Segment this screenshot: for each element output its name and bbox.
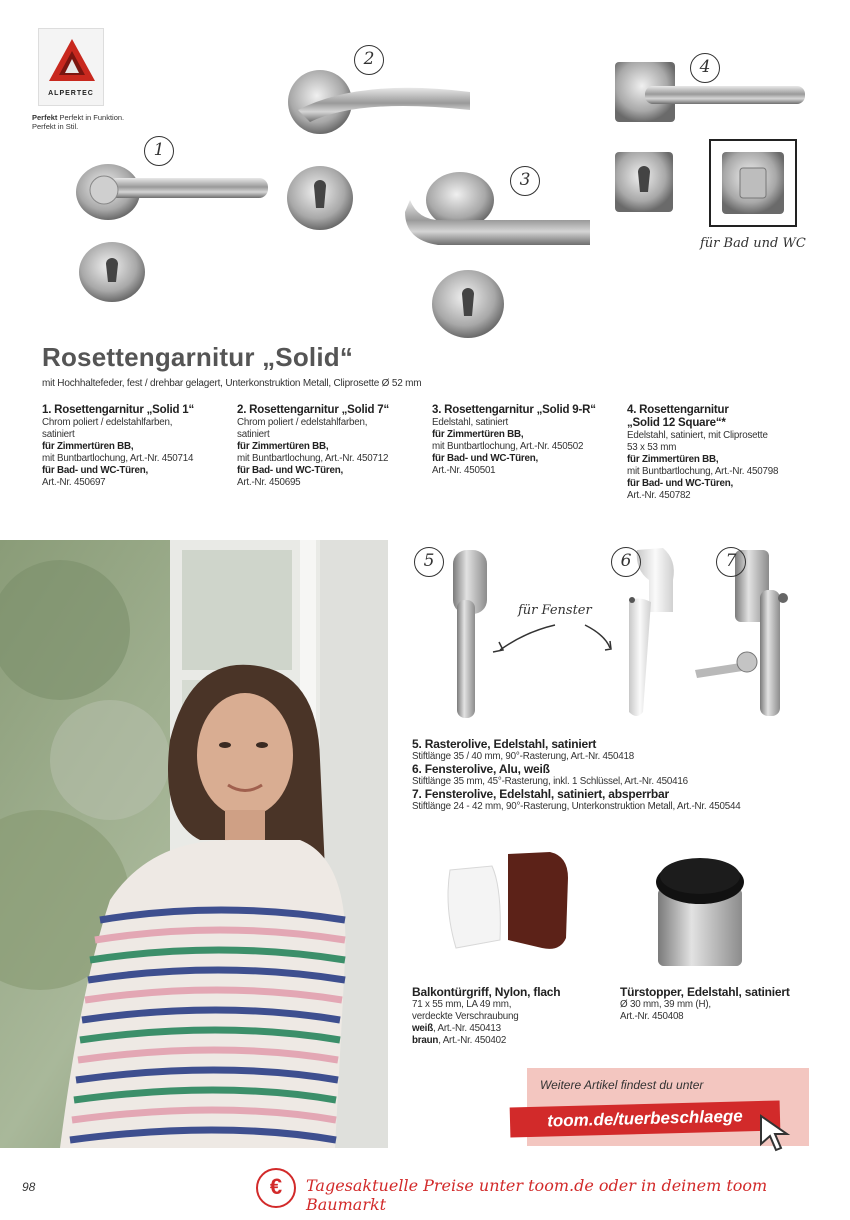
column-line: mit Buntbartlochung, Art.-Nr. 450502	[432, 441, 584, 452]
column-heading: 2. Rosettengarnitur „Solid 7“	[237, 404, 390, 416]
product-number-4: 4	[690, 53, 720, 83]
cursor-arrow-icon	[755, 1112, 795, 1152]
column-heading-2: „Solid 12 Square“*	[627, 417, 726, 429]
promo-text: Weitere Artikel findest du unter	[540, 1078, 704, 1092]
balcony-heading: Balkontürgriff, Nylon, flach	[412, 985, 561, 999]
balcony-braun-nr: , Art.-Nr. 450402	[438, 1035, 507, 1046]
window-handle-5-image	[453, 550, 487, 718]
balcony-weiss-label: weiß	[412, 1023, 433, 1034]
stopper-heading: Türstopper, Edelstahl, satiniert	[620, 985, 790, 999]
product-column-3	[432, 404, 617, 477]
page-number: 98	[22, 1180, 36, 1194]
door-handles-illustration	[60, 40, 820, 350]
window-handle-7-image	[695, 550, 788, 716]
column-line: satiniert	[42, 429, 75, 440]
window-item-7-detail: Stiftlänge 24 - 42 mm, 90°-Rasterung, Unterkonstruktion Metall, Art.-Nr. 450544	[412, 801, 741, 812]
stopper-line-1: Ø 30 mm, 39 mm (H),	[620, 999, 711, 1010]
column-line-bold: für Bad- und WC-Türen,	[42, 465, 149, 476]
product-column-2	[237, 404, 422, 489]
tagline-bold-1: Perfekt	[32, 113, 58, 122]
balcony-handle-brown-image	[508, 852, 568, 949]
note-bad-wc: für Bad und WC	[700, 236, 806, 251]
column-line-bold: für Zimmertüren BB,	[42, 441, 134, 452]
balcony-handle-white-image	[448, 866, 500, 948]
euro-icon: €	[256, 1168, 296, 1208]
arrow-icons	[493, 625, 611, 652]
column-line: mit Buntbartlochung, Art.-Nr. 450714	[42, 453, 194, 464]
column-line: satiniert	[237, 429, 270, 440]
column-line: Art.-Nr. 450782	[627, 490, 691, 501]
column-line-bold: für Zimmertüren BB,	[432, 429, 524, 440]
column-heading: 3. Rosettengarnitur „Solid 9-R“	[432, 404, 596, 416]
column-line-bold: für Zimmertüren BB,	[627, 454, 719, 465]
column-line: Edelstahl, satiniert	[432, 417, 509, 428]
column-line: mit Buntbartlochung, Art.-Nr. 450798	[627, 466, 779, 477]
note-fenster: für Fenster	[518, 603, 592, 618]
column-line-bold: für Bad- und WC-Türen,	[627, 478, 734, 489]
column-heading: 4. Rosettengarnitur	[627, 404, 729, 416]
product-number-7: 7	[716, 547, 746, 577]
product-column-1	[42, 404, 227, 489]
promo-link-label[interactable]: toom.de/tuerbeschlaege	[546, 1106, 743, 1131]
balcony-line-1: 71 x 55 mm, LA 49 mm,	[412, 999, 512, 1010]
column-line-bold: für Bad- und WC-Türen,	[432, 453, 539, 464]
tagline-2: Perfekt in Stil.	[32, 122, 79, 131]
product-number-5: 5	[414, 547, 444, 577]
column-line: Art.-Nr. 450501	[432, 465, 496, 476]
column-line: 53 x 53 mm	[627, 442, 677, 453]
column-line: Art.-Nr. 450695	[237, 477, 301, 488]
balcony-and-stopper-illustration	[430, 848, 760, 978]
handle-4-image	[615, 62, 805, 226]
product-number-6: 6	[611, 547, 641, 577]
column-line: mit Buntbartlochung, Art.-Nr. 450712	[237, 453, 389, 464]
footer-price-note: Tagesaktuelle Preise unter toom.de oder in deinem toom Baumarkt	[306, 1176, 768, 1214]
window-item-6-detail: Stiftlänge 35 mm, 45°-Rasterung, inkl. 1 Schlüssel, Art.-Nr. 450416	[412, 776, 688, 787]
column-line: Chrom poliert / edelstahlfarben,	[237, 417, 368, 428]
door-stopper-text	[620, 986, 820, 1023]
column-line-bold: für Zimmertüren BB,	[237, 441, 329, 452]
stopper-line-2: Art.-Nr. 450408	[620, 1011, 684, 1022]
product-column-4	[627, 404, 812, 502]
column-line: Chrom poliert / edelstahlfarben,	[42, 417, 173, 428]
product-number-3: 3	[510, 166, 540, 196]
handle-3-image	[405, 172, 590, 338]
lifestyle-photo	[0, 540, 388, 1148]
window-item-5-heading: 5. Rasterolive, Edelstahl, satiniert	[412, 737, 597, 751]
window-item-6-heading: 6. Fensterolive, Alu, weiß	[412, 762, 550, 776]
balcony-braun-label: braun	[412, 1035, 439, 1046]
window-items-list	[412, 738, 832, 813]
woman-at-window-image	[0, 540, 388, 1148]
balcony-line-2: verdeckte Verschraubung	[412, 1011, 519, 1022]
brand-name: ALPERTEC	[48, 90, 94, 97]
handle-1-image	[76, 164, 268, 302]
product-number-2: 2	[354, 45, 384, 75]
window-handles-illustration	[405, 540, 815, 730]
balcony-weiss-nr: , Art.-Nr. 450413	[432, 1023, 501, 1034]
column-heading: 1. Rosettengarnitur „Solid 1“	[42, 404, 195, 416]
window-item-5-detail: Stiftlänge 35 / 40 mm, 90°-Rasterung, Art.-Nr. 450418	[412, 751, 635, 762]
page-title: Rosettengarnitur „Solid“	[42, 342, 354, 372]
column-line-bold: für Bad- und WC-Türen,	[237, 465, 344, 476]
door-stopper-image	[656, 858, 744, 966]
window-item-7-heading: 7. Fensterolive, Edelstahl, satiniert, absperrbar	[412, 787, 669, 801]
product-number-1: 1	[144, 136, 174, 166]
column-line: Edelstahl, satiniert, mit Cliprosette	[627, 430, 768, 441]
tagline-1: Perfekt in Funktion.	[59, 113, 125, 122]
page-subtitle: mit Hochhaltefeder, fest / drehbar gelagert, Unterkonstruktion Metall, Cliprosette Ø 52 mm	[42, 378, 422, 389]
column-line: Art.-Nr. 450697	[42, 477, 106, 488]
balcony-handle-text	[412, 986, 612, 1047]
